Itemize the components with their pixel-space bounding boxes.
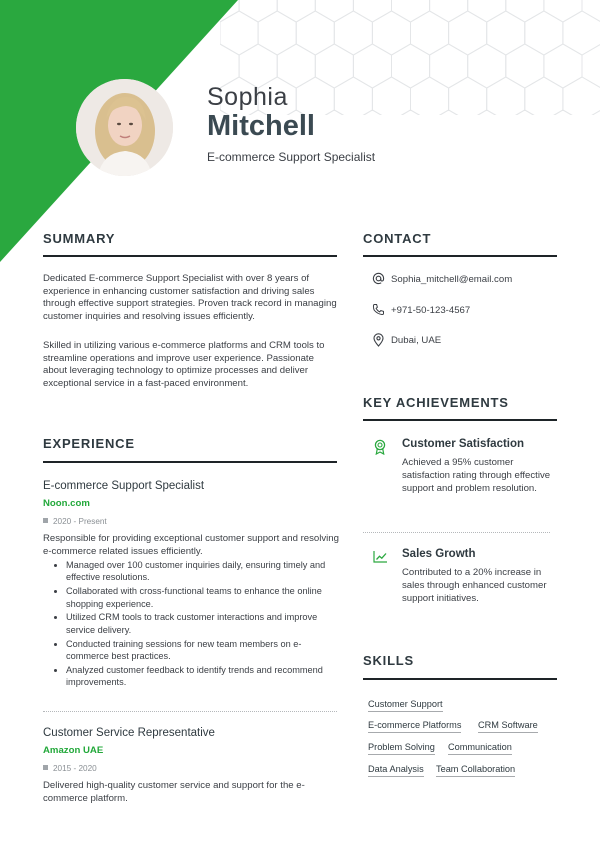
hex-cell (506, 110, 544, 115)
hex-cell (392, 44, 430, 88)
achievement-divider (363, 532, 550, 533)
email-text: Sophia_mitchell@email.com (391, 274, 513, 285)
achievements-rule (363, 419, 557, 421)
hex-cell (430, 44, 468, 88)
experience-rule (43, 461, 337, 463)
skills-heading: SKILLS (363, 653, 415, 668)
job-divider (43, 711, 337, 712)
job-dates-1 (43, 517, 107, 526)
hex-cell (525, 77, 563, 115)
hex-cell (353, 110, 391, 115)
company-1: Noon.com (43, 498, 90, 509)
summary-paragraph-1: Dedicated E-commerce Support Specialist with over 8 years of experience in enhancing customer satisfaction and driving sales through effective support strategies. Proven track record in managing customer inquiries and resolving issues efficiently. (43, 273, 337, 322)
contact-heading: CONTACT (363, 231, 432, 246)
hex-cell (563, 11, 600, 55)
hex-cell (544, 110, 582, 115)
hex-cell (220, 0, 239, 22)
phone-icon (372, 303, 385, 316)
hex-cell (315, 0, 353, 22)
job-1-bullet-3: Utilized CRM tools to track customer interactions and improve service delivery. (44, 611, 340, 636)
skill-tag: E-commerce Platforms (368, 720, 461, 733)
hex-cell (487, 77, 525, 115)
achievement-body-1: Achieved a 95% customer satisfaction rating through effective support and problem resolution. (402, 457, 551, 494)
hex-cell (468, 0, 506, 22)
hex-cell (468, 44, 506, 88)
experience-heading: EXPERIENCE (43, 436, 135, 451)
hex-cell (353, 0, 391, 22)
contact-rule (363, 255, 557, 257)
skill-tag: Data Analysis (368, 764, 424, 777)
job-description-1: Responsible for providing exceptional customer support and resolving e-commerce related issues efficiently. (43, 533, 339, 557)
hex-cell (487, 11, 525, 55)
skill-tag: Customer Support (368, 699, 443, 712)
hex-cell (315, 44, 353, 88)
achievements-heading: KEY ACHIEVEMENTS (363, 395, 509, 410)
skills-rule (363, 678, 557, 680)
achievement-body-2: Contributed to a 20% increase in sales through enhanced customer support initiatives. (402, 567, 547, 604)
hex-cell (334, 11, 372, 55)
hex-cell (506, 44, 544, 88)
at-sign-icon (372, 272, 385, 285)
job-1-bullet-1: Managed over 100 customer inquiries daily, ensuring timely and effective resolutions. (44, 559, 340, 584)
hex-cell (277, 0, 315, 22)
hex-cell (449, 11, 487, 55)
hex-cell (296, 11, 334, 55)
hex-cell (239, 44, 277, 88)
summary-rule (43, 255, 337, 257)
hex-cell (449, 77, 487, 115)
hex-cell (525, 11, 563, 55)
job-dates-1-text: 2020 - Present (53, 517, 107, 526)
job-1-bullet-2: Collaborated with cross-functional teams to enhance the online shopping experience. (44, 585, 340, 610)
hex-cell (220, 11, 258, 55)
hex-cell (334, 77, 372, 115)
hex-cell (544, 0, 582, 22)
hex-cell (392, 110, 430, 115)
hex-cell (468, 110, 506, 115)
job-title-2: Customer Service Representative (43, 727, 215, 739)
hex-cell (372, 11, 410, 55)
hex-cell (430, 0, 468, 22)
summary-heading: SUMMARY (43, 231, 116, 246)
skill-tag: Problem Solving (368, 742, 435, 755)
hex-cell (430, 110, 468, 115)
skill-tag: Team Collaboration (436, 764, 515, 777)
hex-cell (277, 44, 315, 88)
hex-cell (372, 77, 410, 115)
hex-cell (315, 110, 353, 115)
hex-cell (392, 0, 430, 22)
job-title-1: E-commerce Support Specialist (43, 480, 205, 492)
phone-text: +971-50-123-4567 (391, 305, 471, 316)
location-pin-icon (372, 333, 385, 347)
job-bullets-1 (44, 559, 340, 690)
profile-photo (76, 79, 173, 176)
location-text: Dubai, UAE (391, 335, 442, 346)
hex-cell (239, 0, 277, 22)
job-dates-2 (43, 764, 97, 773)
first-name: Sophia (207, 83, 288, 111)
hex-cell (411, 77, 449, 115)
hex-cell (353, 44, 391, 88)
trend-up-icon (373, 550, 388, 563)
hex-cell (544, 44, 582, 88)
job-dates-2-text: 2015 - 2020 (53, 764, 97, 773)
job-1-bullet-5: Analyzed customer feedback to identify trends and recommend improvements. (44, 664, 340, 689)
hex-cell (220, 44, 239, 88)
skill-tag: Communication (448, 742, 512, 755)
achievement-title-1: Customer Satisfaction (402, 438, 525, 450)
hex-cell (506, 0, 544, 22)
skill-tag: CRM Software (478, 720, 538, 733)
achievement-title-2: Sales Growth (402, 548, 476, 560)
last-name: Mitchell (207, 110, 315, 142)
job-description-2: Delivered high-quality customer service and support for the e-commerce platform. (43, 780, 305, 804)
avatar (76, 79, 173, 176)
job-1-bullet-4: Conducted training sessions for new team members on e-commerce best practices. (44, 638, 340, 663)
award-icon (373, 439, 387, 455)
calendar-icon (43, 518, 48, 523)
job-role: E-commerce Support Specialist (207, 150, 376, 164)
calendar-icon (43, 765, 48, 770)
company-2: Amazon UAE (43, 745, 104, 756)
summary-paragraph-2: Skilled in utilizing various e-commerce platforms and CRM tools to streamline operations and improve user experience. Passionate about leveraging technology to optimize processes and deliver exceptional service in a fast-paced environment. (43, 340, 325, 389)
hex-cell (258, 11, 296, 55)
hex-cell (563, 77, 600, 115)
hex-cell (411, 11, 449, 55)
